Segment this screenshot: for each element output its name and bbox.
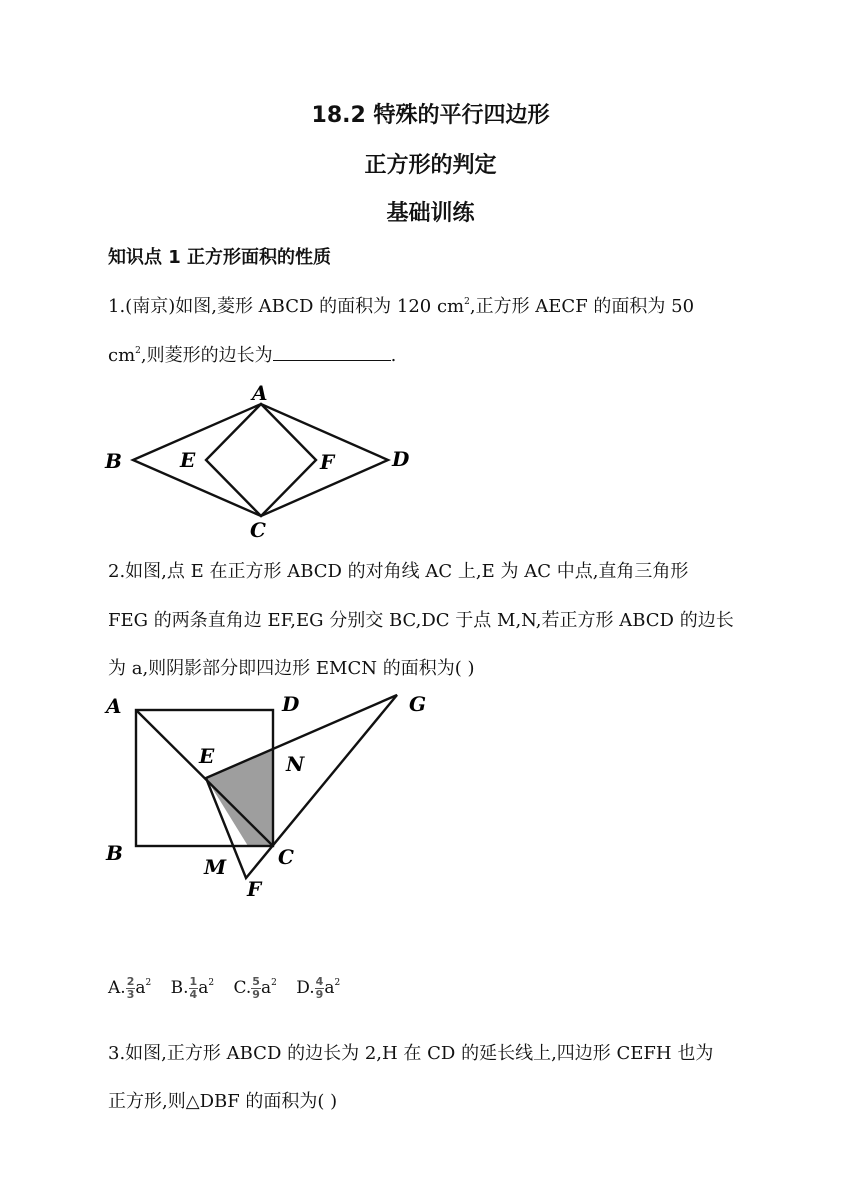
denominator: 9 — [315, 988, 324, 1001]
q1-sup-b: 2 — [135, 346, 141, 356]
variable: a — [135, 978, 146, 998]
exponent: 2 — [334, 978, 341, 988]
q1-text-d: ,则菱形的边长为 — [140, 345, 273, 366]
choice-letter: B. — [170, 978, 189, 998]
answer-blank[interactable] — [273, 342, 391, 361]
q2-line-1: 2.如图,点 E 在正方形 ABCD 的对角线 AC 上,E 为 AC 中点,直角三角形 — [108, 561, 689, 582]
label-f: F — [320, 450, 335, 474]
fraction — [189, 976, 199, 1001]
q2-line-2: FEG 的两条直角边 EF,EG 分别交 BC,DC 于点 M,N,若正方形 ABCD 的边长 — [108, 610, 734, 631]
q1-line-2 — [108, 341, 396, 367]
numerator: 2 — [126, 975, 135, 988]
numerator: 1 — [189, 975, 198, 988]
label-d: D — [282, 692, 300, 716]
choice-a[interactable] — [108, 976, 151, 1001]
page-title: 18.2 特殊的平行四边形 — [311, 103, 550, 128]
denominator: 9 — [252, 988, 260, 1001]
q3-line-1: 3.如图,正方形 ABCD 的边长为 2,H 在 CD 的延长线上,四边形 CEFH 也为 — [108, 1043, 714, 1064]
q1-text-a: 1.(南京)如图,菱形 ABCD 的面积为 120 cm — [108, 296, 465, 317]
variable: a — [198, 978, 209, 998]
exponent: 2 — [271, 978, 277, 988]
choice-letter: A. — [108, 978, 126, 998]
label-n: N — [286, 752, 305, 776]
choice-d[interactable] — [296, 976, 340, 1001]
q3-line-2: 正方形,则△DBF 的面积为( ) — [108, 1091, 338, 1112]
rhombus-figure — [100, 378, 430, 543]
choice-letter: C. — [233, 978, 252, 998]
q1-text-end: . — [390, 345, 397, 366]
variable: a — [324, 978, 335, 998]
fraction — [315, 976, 325, 1001]
knowledge-point-heading: 知识点 1 正方形面积的性质 — [108, 247, 332, 268]
label-b: B — [105, 449, 122, 473]
label-e: E — [199, 744, 215, 768]
numerator: 5 — [252, 975, 260, 988]
q1-sup-a: 2 — [464, 297, 470, 307]
exponent: 2 — [145, 978, 152, 988]
numerator: 4 — [315, 975, 324, 988]
rhombus-abcd — [133, 404, 388, 516]
section-title: 基础训练 — [386, 201, 475, 226]
q2-choices — [108, 976, 354, 1001]
label-g: G — [409, 692, 427, 716]
label-m: M — [204, 855, 227, 879]
choice-c[interactable] — [233, 976, 276, 1001]
q1-text-b: ,正方形 AECF 的面积为 50 — [469, 296, 695, 317]
label-e: E — [180, 448, 196, 472]
label-d: D — [392, 447, 410, 471]
q2-line-3: 为 a,则阴影部分即四边形 EMCN 的面积为( ) — [108, 658, 475, 679]
denominator: 4 — [189, 988, 198, 1001]
fraction — [251, 976, 261, 1001]
exponent: 2 — [208, 978, 215, 988]
page-subtitle: 正方形的判定 — [364, 153, 497, 178]
square-figure — [100, 685, 440, 910]
label-f: F — [247, 877, 262, 901]
label-a: A — [252, 381, 268, 405]
label-b: B — [106, 841, 123, 865]
choice-letter: D. — [296, 978, 315, 998]
label-c: C — [278, 845, 294, 869]
variable: a — [260, 978, 272, 998]
label-c: C — [250, 518, 266, 542]
fraction — [126, 976, 136, 1001]
q1-text-c: cm — [108, 345, 136, 366]
q1-line-1 — [108, 292, 694, 318]
denominator: 3 — [126, 988, 135, 1001]
choice-b[interactable] — [171, 976, 214, 1001]
label-a: A — [106, 694, 122, 718]
